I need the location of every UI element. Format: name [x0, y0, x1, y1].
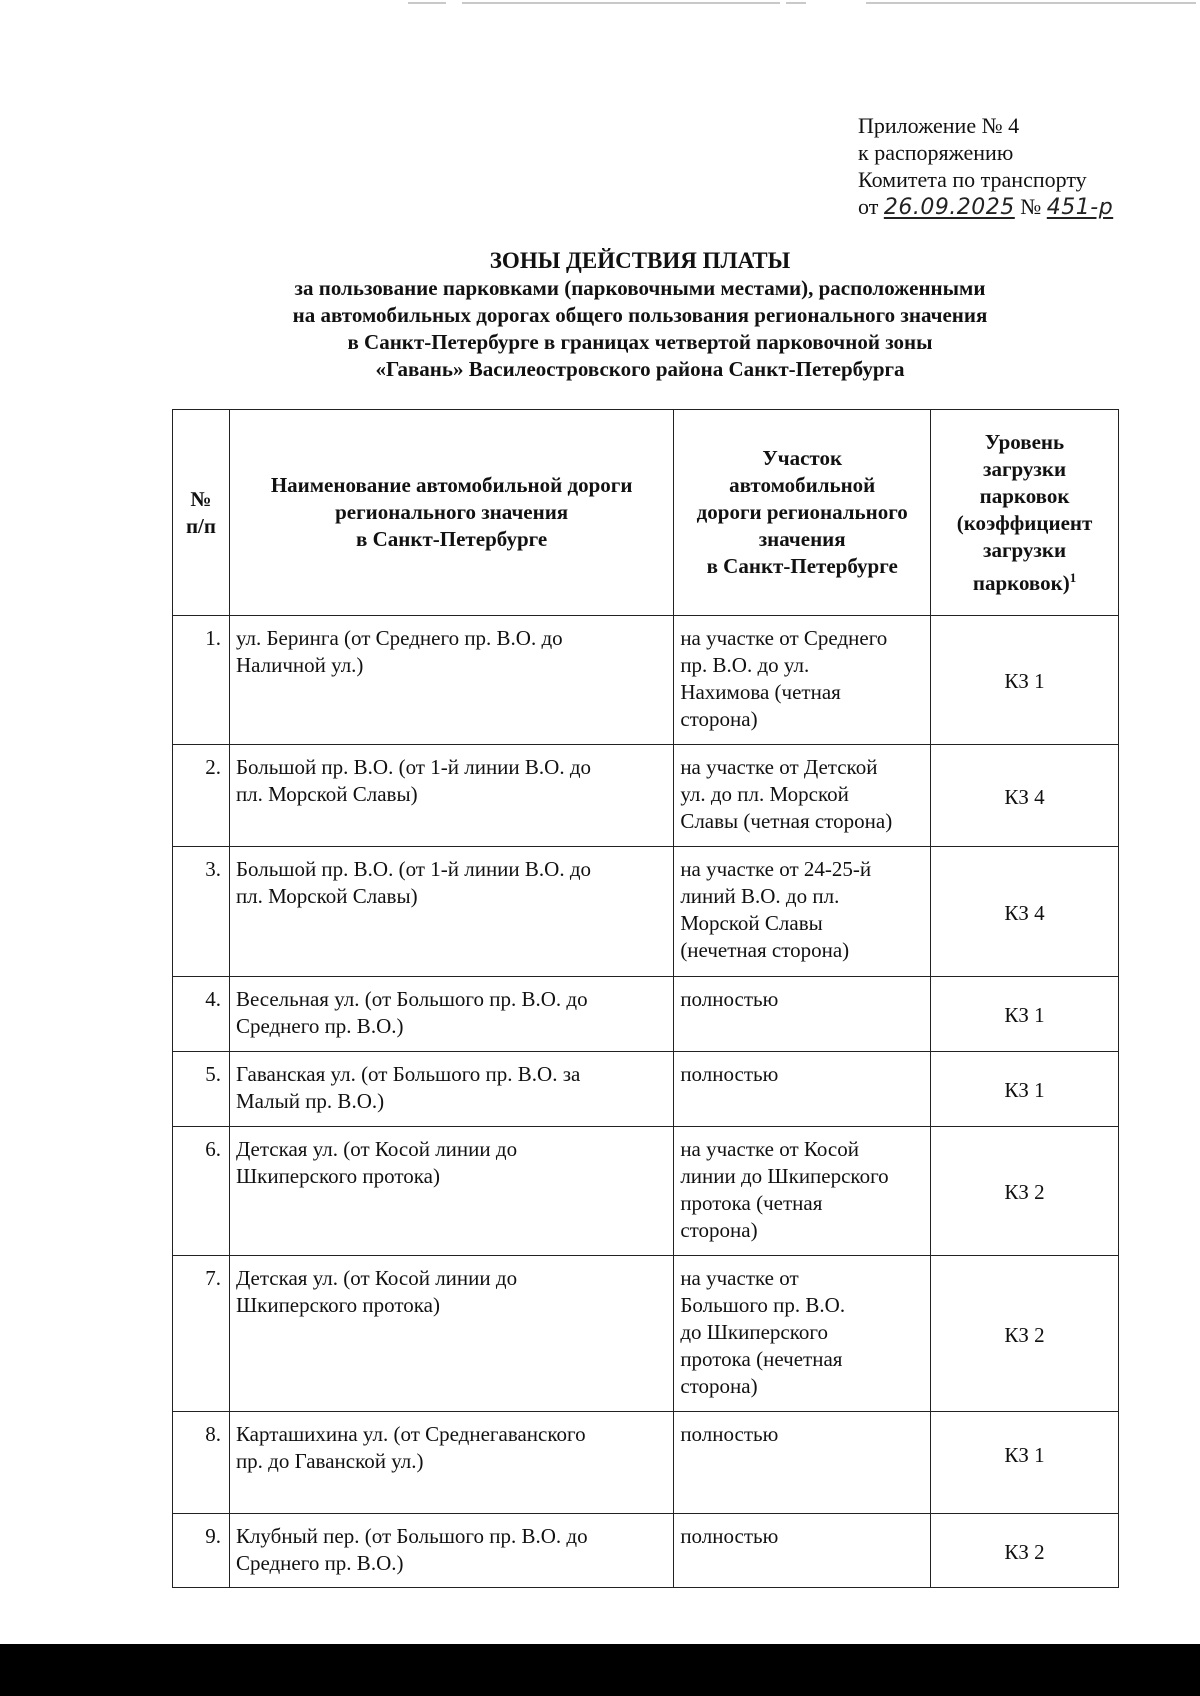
road-line: Карташихина ул. (от Среднегаванского: [235, 1422, 586, 1446]
section-line: до Шкиперского: [680, 1320, 828, 1344]
header-num-line: №: [190, 486, 212, 511]
header-section: [674, 410, 931, 616]
row-num: 9.: [173, 1514, 230, 1588]
row-level: КЗ 4: [931, 847, 1119, 977]
row-num: 7.: [173, 1256, 230, 1412]
road-line: Шкиперского протока): [235, 1164, 440, 1188]
road-line: Среднего пр. В.О.): [235, 1014, 404, 1038]
row-road: [229, 616, 673, 745]
title-line-2: на автомобильных дорогах общего пользования регионального значения: [292, 303, 988, 327]
row-section: [674, 1256, 931, 1412]
section-line: протока (четная: [680, 1191, 823, 1215]
section-line: сторона): [680, 1374, 758, 1398]
row-road: [229, 1127, 673, 1256]
row-num: 5.: [173, 1052, 230, 1127]
section-line: ул. до пл. Морской: [680, 782, 849, 806]
section-line: Нахимова (четная: [680, 680, 841, 704]
road-line: Малый пр. В.О.): [235, 1089, 385, 1113]
row-num: 1.: [173, 616, 230, 745]
footnote-marker: 1: [1069, 569, 1077, 585]
appendix-date-row: [858, 193, 1113, 221]
section-line: Морской Славы: [680, 911, 823, 935]
header-road-line: в Санкт-Петербурге: [356, 527, 548, 551]
header-level-line: парковок: [979, 483, 1070, 508]
appendix-line-3: Комитета по транспорту: [858, 167, 1087, 192]
row-road: [229, 1412, 673, 1514]
table-row: [173, 1514, 1119, 1588]
road-line: Детская ул. (от Косой линии до: [235, 1266, 518, 1290]
header-level-line: (коэффициент: [956, 510, 1093, 535]
row-level: КЗ 1: [931, 1052, 1119, 1127]
title-line-1: за пользование парковками (парковочными местами), расположенными: [294, 276, 986, 300]
table-row: [173, 1052, 1119, 1127]
table-row: [173, 977, 1119, 1052]
row-level: КЗ 2: [931, 1514, 1119, 1588]
handwritten-number: 451-р: [1046, 195, 1114, 220]
row-num: 3.: [173, 847, 230, 977]
header-num-line: п/п: [185, 513, 216, 538]
table-row: [173, 1412, 1119, 1514]
road-line: Среднего пр. В.О.): [235, 1551, 404, 1575]
date-prefix: от: [858, 194, 879, 219]
row-section: [674, 745, 931, 847]
header-section-line: Участок: [762, 446, 843, 470]
row-num: 2.: [173, 745, 230, 847]
header-road-line: регионального значения: [335, 500, 569, 524]
header-level-text: парковок): [972, 570, 1070, 595]
table-row: [173, 847, 1119, 977]
road-line: Наличной ул.): [235, 653, 364, 677]
road-line: пр. до Гаванской ул.): [235, 1449, 424, 1473]
header-num: [173, 410, 230, 616]
appendix-line-2: к распоряжению: [858, 140, 1014, 165]
row-road: [229, 977, 673, 1052]
table-row: [173, 1127, 1119, 1256]
scan-bottom-bar: [0, 1644, 1200, 1696]
header-section-line: в Санкт-Петербурге: [706, 554, 898, 578]
section-line: линий В.О. до пл.: [680, 884, 840, 908]
number-sign: №: [1020, 194, 1042, 219]
row-level: КЗ 2: [931, 1127, 1119, 1256]
section-line: сторона): [680, 707, 758, 731]
section-line: на участке от Косой: [680, 1137, 859, 1161]
header-level-line: [935, 564, 1114, 597]
row-section: [674, 847, 931, 977]
appendix-block: [858, 112, 1113, 221]
row-level: КЗ 1: [931, 1412, 1119, 1514]
section-line: полностью: [680, 1062, 779, 1086]
table-row: [173, 616, 1119, 745]
row-num: 6.: [173, 1127, 230, 1256]
row-level: КЗ 4: [931, 745, 1119, 847]
row-section: [674, 1412, 931, 1514]
section-line: полностью: [680, 987, 779, 1011]
row-num: 4.: [173, 977, 230, 1052]
section-line: на участке от 24-25-й: [680, 857, 872, 881]
title-main: ЗОНЫ ДЕЙСТВИЯ ПЛАТЫ: [489, 248, 791, 273]
header-road: [229, 410, 673, 616]
section-line: на участке от: [680, 1266, 799, 1290]
section-line: на участке от Детской: [680, 755, 878, 779]
road-line: Детская ул. (от Косой линии до: [235, 1137, 518, 1161]
section-line: полностью: [680, 1422, 779, 1446]
appendix-line-1: Приложение № 4: [858, 113, 1020, 138]
road-line: пл. Морской Славы): [235, 782, 418, 806]
road-line: Гаванская ул. (от Большого пр. В.О. за: [235, 1062, 581, 1086]
section-line: на участке от Среднего: [680, 626, 888, 650]
road-line: Весельная ул. (от Большого пр. В.О. до: [235, 987, 588, 1011]
section-line: Славы (четная сторона): [680, 809, 893, 833]
road-line: Шкиперского протока): [235, 1293, 440, 1317]
road-line: ул. Беринга (от Среднего пр. В.О. до: [235, 626, 563, 650]
header-level: [931, 410, 1119, 616]
road-line: Большой пр. В.О. (от 1-й линии В.О. до: [235, 857, 592, 881]
header-road-line: Наименование автомобильной дороги: [270, 473, 633, 497]
row-section: [674, 616, 931, 745]
section-line: Большого пр. В.О.: [680, 1293, 846, 1317]
row-level: КЗ 2: [931, 1256, 1119, 1412]
section-line: пр. В.О. до ул.: [680, 653, 810, 677]
header-section-line: дороги регионального: [696, 500, 908, 524]
row-section: [674, 1052, 931, 1127]
row-road: [229, 745, 673, 847]
header-level-line: Уровень: [984, 429, 1065, 454]
table-row: [173, 1256, 1119, 1412]
header-section-line: значения: [758, 527, 846, 551]
row-num: 8.: [173, 1412, 230, 1514]
row-section: [674, 977, 931, 1052]
road-line: Клубный пер. (от Большого пр. В.О. до: [235, 1524, 588, 1548]
table-row: [173, 745, 1119, 847]
section-line: протока (нечетная: [680, 1347, 843, 1371]
section-line: сторона): [680, 1218, 758, 1242]
row-level: КЗ 1: [931, 977, 1119, 1052]
section-line: полностью: [680, 1524, 779, 1548]
row-section: [674, 1514, 931, 1588]
road-line: Большой пр. В.О. (от 1-й линии В.О. до: [235, 755, 592, 779]
header-level-line: загрузки: [983, 537, 1067, 562]
scan-top-edge: [0, 0, 1200, 8]
header-level-line: загрузки: [983, 456, 1067, 481]
row-level: КЗ 1: [931, 616, 1119, 745]
header-section-line: автомобильной: [729, 473, 876, 497]
handwritten-date: 26.09.2025: [883, 195, 1015, 220]
row-road: [229, 1052, 673, 1127]
title-line-3: в Санкт-Петербурге в границах четвертой парковочной зоны: [347, 330, 933, 354]
section-line: (нечетная сторона): [680, 938, 850, 962]
row-section: [674, 1127, 931, 1256]
row-road: [229, 1256, 673, 1412]
road-line: пл. Морской Славы): [235, 884, 418, 908]
row-road: [229, 1514, 673, 1588]
zones-table: [172, 409, 1119, 1588]
title-line-4: «Гавань» Василеостровского района Санкт-Петербурга: [375, 357, 905, 381]
row-road: [229, 847, 673, 977]
document-title: [160, 247, 1120, 383]
table-header-row: [173, 410, 1119, 616]
section-line: линии до Шкиперского: [680, 1164, 889, 1188]
